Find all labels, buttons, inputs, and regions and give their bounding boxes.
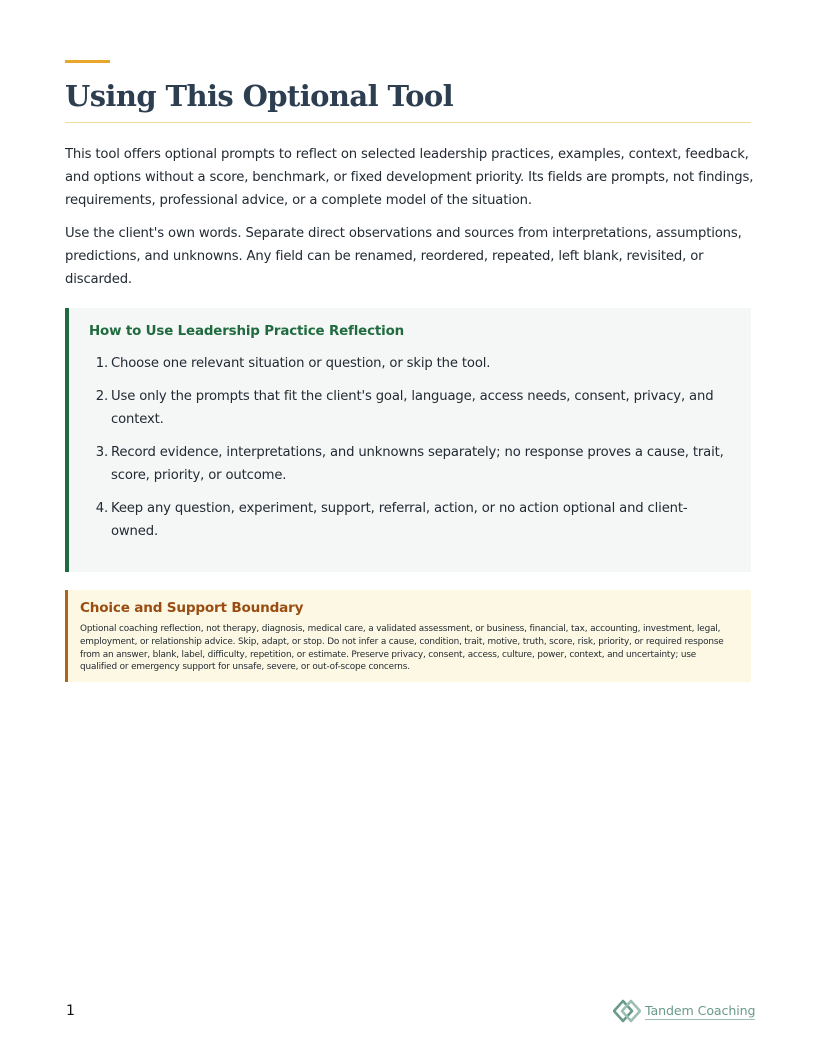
boundary-title: Choice and Support Boundary: [80, 600, 304, 616]
howto-step: [90, 352, 730, 375]
intro-paragraph-2: Use the client's own words. Separate direct observations and sources from interpretations, assumptions, predictions, and unknowns. Any field can be renamed, reordered, repeated, left blank, revisited, or discarded.: [65, 226, 742, 287]
title-accent-bar: [65, 60, 110, 63]
boundary-text: Optional coaching reflection, not therapy, diagnosis, medical care, a validated assessment, or business, financial, tax, accounting, investment, legal, employment, or relationship advice. Skip, adapt, or stop. Do not infer a cause, condition, trait, motive, truth, score, risk, priority, or required response from an answer, blank, label, difficulty, repetition, or estimate. Preserve privacy, consent, access, culture, power, context, and uncertainty; use qualified or emergency support for unsafe, severe, or out-of-scope concerns.: [80, 624, 724, 673]
title-divider: [65, 122, 751, 123]
page-number: 1: [66, 1003, 75, 1019]
brand-name: Tandem Coaching: [645, 1002, 756, 1018]
step-text: Record evidence, interpretations, and unknowns separately; no response proves a cause, trait, score, priority, or outcome.: [111, 445, 724, 483]
howto-steps-list: [90, 352, 730, 553]
howto-step: [90, 385, 730, 431]
step-number: 4.: [95, 501, 108, 516]
step-number: 3.: [95, 445, 108, 460]
howto-callout: [65, 308, 751, 572]
step-text: Use only the prompts that fit the client's goal, language, access needs, consent, privacy, and context.: [111, 389, 714, 427]
intro-section: [65, 143, 755, 301]
howto-step: [90, 497, 730, 543]
howto-title: How to Use Leadership Practice Reflection: [89, 324, 405, 339]
interlocked-diamond-logo-icon: [613, 998, 641, 1024]
intro-paragraph-1: This tool offers optional prompts to reflect on selected leadership practices, examples, context, feedback, and options without a score, benchmark, or fixed development priority. Its fields are prompts, not findings, requirements, professional advice, or a complete model of the situation.: [65, 147, 754, 208]
page-title: Using This Optional Tool: [65, 79, 454, 113]
step-text: Choose one relevant situation or question, or skip the tool.: [111, 356, 491, 371]
boundary-callout: [65, 590, 751, 682]
step-text: Keep any question, experiment, support, referral, action, or no action optional and client-owned.: [111, 501, 688, 539]
step-number: 2.: [95, 389, 108, 404]
step-number: 1.: [95, 356, 108, 371]
brand-footer: [613, 998, 755, 1024]
howto-step: [90, 441, 730, 487]
